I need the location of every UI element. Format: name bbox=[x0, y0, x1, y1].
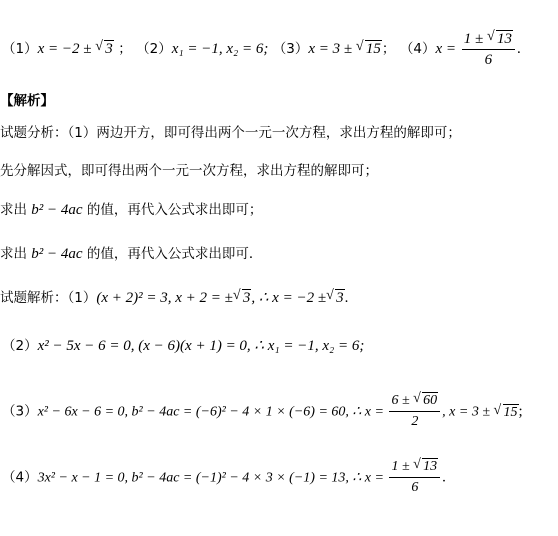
solution-label: 试题解析： bbox=[0, 290, 68, 306]
separator: ； bbox=[381, 40, 396, 57]
analysis-line-2: 先分解因式，即可得出两个一元一次方程，求出方程的解即可； bbox=[0, 163, 378, 179]
answer-1: x = −2 ± √ 3 bbox=[37, 38, 113, 57]
answer-1-label: （1） bbox=[2, 40, 38, 57]
answers-line bbox=[2, 30, 521, 69]
answer-2: x₁ = −1, x₂ = 6; bbox=[171, 40, 269, 57]
analysis-line-3: 求出 b² − 4ac 的值，再代入公式求出即可； bbox=[0, 202, 263, 218]
solution-line-2: （2）x² − 5x − 6 = 0, (x − 6)(x + 1) = 0, ∴ x₁ = −1, x₂ = 6; bbox=[2, 338, 365, 354]
solution-line-3: （3）x² − 6x − 6 = 0, b² − 4ac = (−6)² − 4 × 1 × (−6) = 60, ∴ x = 6 ± √ 60 2 , x = 3 ± √ 15; bbox=[2, 391, 523, 429]
answer-2-label: （2） bbox=[136, 40, 172, 57]
analysis-line-1: 试题分析：（1）两边开方，即可得出两个一元一次方程，求出方程的解即可； bbox=[0, 125, 461, 141]
discriminant-expr: b² − 4ac bbox=[31, 246, 83, 262]
answer-4: x = 1 ± √ 13 6 bbox=[435, 41, 517, 57]
analysis-line-4: 求出 b² − 4ac 的值，再代入公式求出即可． bbox=[0, 246, 263, 262]
period: . bbox=[516, 40, 521, 57]
fraction: 1 ± √ 13 6 bbox=[389, 458, 440, 497]
solution-line-4: （4）3x² − x − 1 = 0, b² − 4ac = (−1)² − 4 × 3 × (−1) = 13, ∴ x = 1 ± √ 13 6 . bbox=[2, 457, 446, 495]
answer-3-label: （3） bbox=[272, 40, 309, 57]
solution-line-1: 试题解析：（1）(x + 2)² = 3, x + 2 = ± √ 3, ∴ x = −2 ± √ 3. bbox=[0, 288, 349, 306]
sqrt-symbol: √ 15 bbox=[493, 402, 518, 420]
fraction: 1 ± √ 13 6 bbox=[462, 30, 515, 69]
answer-3: x = 3 ± √ 15 bbox=[308, 38, 381, 57]
analysis-label: 试题分析： bbox=[0, 125, 68, 141]
answer-4-label: （4） bbox=[399, 40, 436, 57]
separator: ； bbox=[118, 40, 132, 57]
section-title: 【解析】 bbox=[0, 93, 54, 109]
sqrt-symbol: √ 15 bbox=[355, 38, 381, 57]
sqrt-symbol: √ 3 bbox=[232, 288, 251, 306]
fraction: 6 ± √ 60 2 bbox=[389, 392, 440, 431]
sqrt-symbol: √ 3 bbox=[95, 38, 113, 57]
sqrt-symbol: √ 3 bbox=[326, 288, 344, 306]
discriminant-expr: b² − 4ac bbox=[31, 202, 83, 218]
